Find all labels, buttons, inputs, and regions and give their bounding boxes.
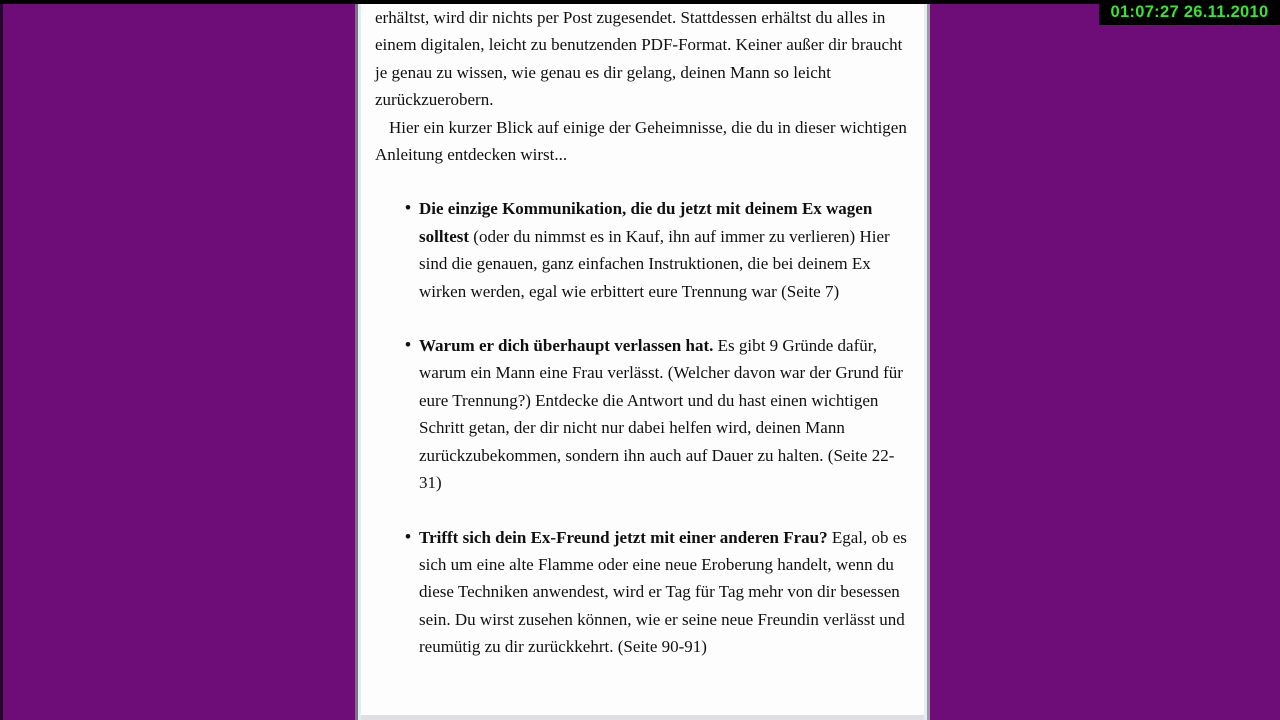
timestamp-overlay <box>1099 0 1280 25</box>
bullet-rest-text: (oder du nimmst es in Kauf, ihn auf immer zu verlieren) Hier sind die genauen, ganz einfachen Instruktionen, die bei deinem Ex wirken werden, egal wie erbittert eure Trennung war (Seite 7) <box>419 226 890 301</box>
bullet-rest-text: Egal, ob es sich um eine alte Flamme oder eine neue Eroberung handelt, wenn du diese Techniken anwendest, wird er Tag für Tag mehr von dir besessen sein. Du wirst zusehen können, wie er seine neue Freundin verlässt und reumütig zu dir zurückkehrt. (Seite 90-91) <box>419 527 907 657</box>
frame-top-bar <box>0 0 1280 4</box>
document-page <box>355 0 930 720</box>
paragraph-pdf-delivery: erhältst, wird dir nichts per Post zugesendet. Stattdessen erhältst du alles in einem digitalen, leicht zu benutzenden PDF-Format. Keiner außer dir braucht je genau zu wissen, wie genau es dir gelang, deinen Mann so leicht zurückzuerobern. <box>375 8 903 110</box>
bullet-bold-text: Die einzige Kommunikation, die du jetzt mit deinem Ex wagen solltest <box>419 199 873 246</box>
bullet-rest-text: Es gibt 9 Gründe dafür, warum ein Mann eine Frau verlässt. (Welcher davon war der Grund für eure Trennung?) Entdecke die Antwort und du hast einen wichtigen Schritt getan, der dir nicht nur dabei helfen wird, deinen Mann zurückzubekommen, sondern ihn auch auf Dauer zu halten. (Seite 22-31) <box>419 336 903 493</box>
list-item <box>419 195 913 305</box>
bullet-bold-text: Warum er dich überhaupt verlassen hat. <box>419 336 714 356</box>
paragraph-secrets-intro: Hier ein kurzer Blick auf einige der Geheimnisse, die du in dieser wichtigen Anleitung entdecken wirst... <box>375 117 907 165</box>
bullet-bold-text: Trifft sich dein Ex-Freund jetzt mit einer anderen Frau? <box>419 527 828 547</box>
secrets-bullet-list <box>375 195 913 660</box>
list-item <box>419 332 913 496</box>
timestamp-text: 01:07:27 26.11.2010 <box>1110 3 1269 21</box>
list-item <box>419 524 913 661</box>
frame-left-edge <box>0 0 3 720</box>
